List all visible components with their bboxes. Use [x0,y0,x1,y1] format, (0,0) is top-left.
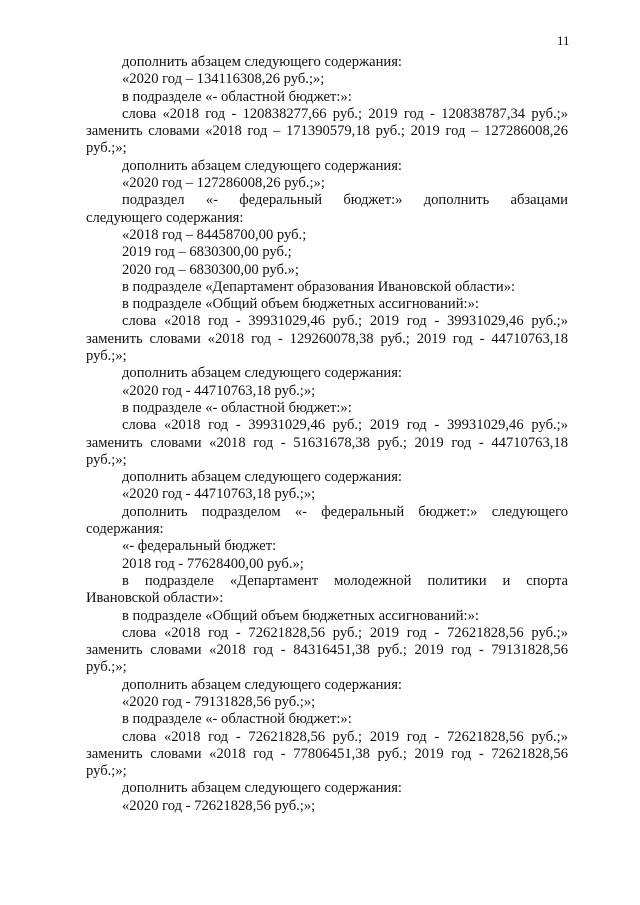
text-line-l25: дополнить абзацем следующего содержания: [122,469,402,486]
text-line-l38: «2020 год - 79131828,56 руб.;»; [122,693,316,710]
text-line-l34: слова «2018 год - 72621828,56 руб.; 2019 год - 72621828,56 руб.;» [122,624,568,641]
text-line-l5: заменить словами «2018 год – 171390579,18 руб.; 2019 год – 127286008,26 [86,123,568,140]
text-line-l14: в подразделе «Департамент образования Ивановской области»: [122,278,516,295]
text-line-l39: в подразделе «- областной бюджет:»: [122,711,352,728]
text-line-l19: дополнить абзацем следующего содержания: [122,365,402,382]
text-line-l9: подраздел «- федеральный бюджет:» дополнить абзацами [122,192,568,209]
text-line-l30: 2018 год - 77628400,00 руб.»; [122,555,304,572]
text-line-l35: заменить словами «2018 год - 84316451,38 руб.; 2019 год - 79131828,56 [86,642,568,659]
text-line-l13: 2020 год – 6830300,00 руб.»; [122,261,299,278]
text-line-l21: в подразделе «- областной бюджет:»: [122,399,352,416]
text-line-l40: слова «2018 год - 72621828,56 руб.; 2019 год - 72621828,56 руб.;» [122,728,568,745]
text-line-l33: в подразделе «Общий объем бюджетных ассигнований:»: [122,607,479,624]
text-line-l1: дополнить абзацем следующего содержания: [122,54,402,70]
text-line-l22: слова «2018 год - 39931029,46 руб.; 2019 год - 39931029,46 руб.;» [122,417,568,434]
text-line-l6: руб.;»; [86,140,127,157]
text-line-l16: слова «2018 год - 39931029,46 руб.; 2019 год - 39931029,46 руб.;» [122,313,568,330]
text-line-l4: слова «2018 год - 120838277,66 руб.; 2019 год - 120838787,34 руб.;» [122,105,568,122]
text-line-l37: дополнить абзацем следующего содержания: [122,676,402,693]
text-line-l7: дополнить абзацем следующего содержания: [122,157,402,174]
text-line-l11: «2018 год – 84458700,00 руб.; [122,226,307,243]
text-line-l36: руб.;»; [86,659,127,676]
text-line-l26: «2020 год - 44710763,18 руб.;»; [122,486,316,503]
text-line-l43: дополнить абзацем следующего содержания: [122,780,402,797]
text-line-l44: «2020 год - 72621828,56 руб.;»; [122,797,316,814]
page-number: 11 [557,33,570,48]
text-line-l32: Ивановской области»: [86,590,224,607]
text-line-l15: в подразделе «Общий объем бюджетных ассигнований:»: [122,296,479,313]
text-line-l17: заменить словами «2018 год - 129260078,38 руб.; 2019 год - 44710763,18 [86,330,568,347]
text-line-l2: «2020 год – 134116308,26 руб.;»; [122,71,325,88]
text-line-l12: 2019 год – 6830300,00 руб.; [122,244,292,261]
text-line-l24: руб.;»; [86,451,127,468]
text-line-l42: руб.;»; [86,763,127,780]
text-line-l8: «2020 год – 127286008,26 руб.;»; [122,175,325,192]
text-line-l31: в подразделе «Департамент молодежной политики и спорта [122,572,568,589]
text-line-l29: «- федеральный бюджет: [122,538,277,555]
text-line-l23: заменить словами «2018 год - 51631678,38 руб.; 2019 год - 44710763,18 [86,434,568,451]
text-line-l18: руб.;»; [86,348,127,365]
document-body [86,54,568,815]
text-line-l20: «2020 год - 44710763,18 руб.;»; [122,382,316,399]
text-line-l3: в подразделе «- областной бюджет:»: [122,88,352,105]
text-line-l28: содержания: [86,521,164,538]
text-line-l27: дополнить подразделом «- федеральный бюджет:» следующего [122,503,568,520]
text-line-l41: заменить словами «2018 год - 77806451,38 руб.; 2019 год - 72621828,56 [86,745,568,762]
text-line-l10: следующего содержания: [86,209,244,226]
